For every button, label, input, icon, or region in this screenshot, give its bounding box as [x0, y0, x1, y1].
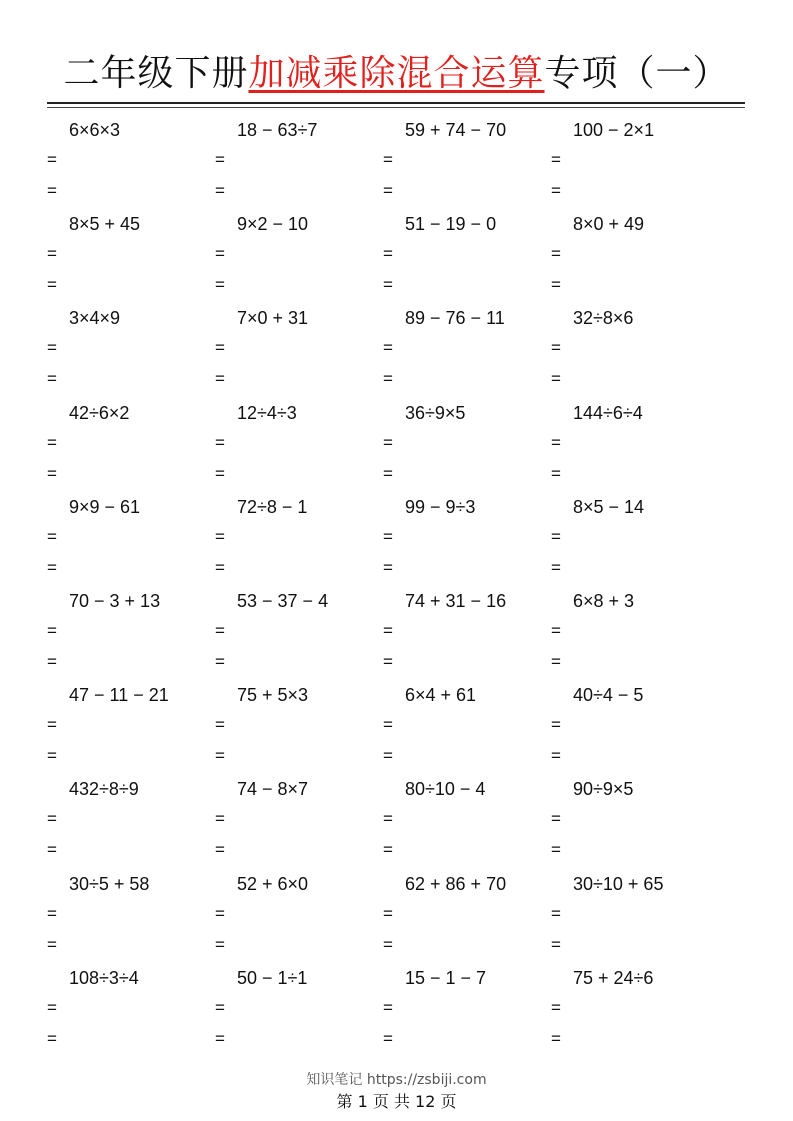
exercise-item — [383, 397, 551, 491]
answer-line-2[interactable]: = — [551, 463, 561, 483]
exercise-item — [383, 962, 551, 1056]
answer-line-1[interactable]: = — [551, 338, 561, 358]
exercise-row — [0, 773, 793, 867]
exercise-expression: 15 − 1 − 7 — [405, 967, 487, 988]
exercise-item — [383, 679, 551, 773]
answer-line-2[interactable]: = — [47, 840, 57, 860]
exercise-expression: 74 − 8×7 — [237, 779, 309, 800]
exercise-item — [47, 491, 215, 585]
answer-line-1[interactable]: = — [383, 150, 393, 169]
answer-line-1[interactable]: = — [551, 903, 561, 923]
answer-line-1[interactable]: = — [215, 715, 225, 735]
answer-line-1[interactable]: = — [47, 526, 57, 546]
exercise-expression: 8×5 − 14 — [573, 496, 645, 517]
exercise-row — [0, 397, 793, 491]
answer-line-2[interactable]: = — [47, 275, 57, 295]
exercise-item — [215, 491, 383, 585]
answer-line-1[interactable]: = — [551, 526, 561, 546]
answer-line-1[interactable]: = — [551, 715, 561, 735]
exercise-item — [47, 114, 215, 208]
exercise-expression: 51 − 19 − 0 — [405, 214, 497, 235]
exercise-expression: 8×0 + 49 — [573, 214, 645, 235]
exercise-expression: 144÷6÷4 — [573, 402, 643, 423]
answer-line-1[interactable]: = — [383, 244, 393, 264]
exercise-item — [47, 679, 215, 773]
exercise-expression: 6×8 + 3 — [573, 590, 635, 611]
answer-line-1[interactable]: = — [383, 997, 393, 1017]
answer-line-2[interactable]: = — [551, 275, 561, 295]
exercise-item — [551, 962, 719, 1056]
exercise-item — [383, 773, 551, 867]
exercise-expression: 72÷8 − 1 — [237, 496, 308, 517]
exercise-item — [215, 397, 383, 491]
answer-line-1[interactable]: = — [215, 432, 225, 452]
answer-line-1[interactable]: = — [215, 997, 225, 1017]
answer-line-1[interactable]: = — [551, 150, 561, 169]
answer-line-1[interactable]: = — [47, 715, 57, 735]
exercise-expression: 32÷8×6 — [573, 308, 634, 329]
answer-line-2[interactable]: = — [551, 369, 561, 389]
answer-line-1[interactable]: = — [551, 432, 561, 452]
answer-line-1[interactable]: = — [215, 809, 225, 829]
answer-line-2[interactable]: = — [383, 463, 393, 483]
exercise-expression: 52 + 6×0 — [237, 873, 309, 894]
exercise-item — [551, 679, 719, 773]
answer-line-2[interactable]: = — [551, 651, 561, 671]
answer-line-2[interactable]: = — [47, 463, 57, 483]
answer-line-2[interactable]: = — [47, 181, 57, 200]
answer-line-1[interactable]: = — [215, 903, 225, 923]
exercise-expression: 18 − 63÷7 — [237, 120, 318, 140]
answer-line-1[interactable]: = — [551, 809, 561, 829]
answer-line-2[interactable]: = — [47, 557, 57, 577]
exercise-expression: 75 + 24÷6 — [573, 967, 654, 988]
exercise-expression: 7×0 + 31 — [237, 308, 309, 329]
exercise-item — [47, 585, 215, 679]
exercise-item — [383, 302, 551, 396]
exercise-item — [551, 491, 719, 585]
exercise-item — [215, 962, 383, 1056]
answer-line-1[interactable]: = — [47, 338, 57, 358]
title-prefix: 二年级下册 — [63, 53, 249, 94]
exercise-item — [551, 585, 719, 679]
answer-line-2[interactable]: = — [215, 840, 225, 860]
exercise-expression: 59 + 74 − 70 — [405, 120, 507, 140]
exercise-expression: 100 − 2×1 — [573, 120, 655, 140]
answer-line-1[interactable]: = — [215, 338, 225, 358]
answer-line-2[interactable]: = — [215, 651, 225, 671]
answer-line-1[interactable]: = — [383, 432, 393, 452]
exercise-item — [215, 679, 383, 773]
exercise-item — [47, 208, 215, 302]
answer-line-2[interactable]: = — [383, 934, 393, 954]
answer-line-1[interactable]: = — [47, 903, 57, 923]
answer-line-2[interactable]: = — [551, 557, 561, 577]
exercise-item — [215, 868, 383, 962]
exercise-row — [0, 585, 793, 679]
exercise-item — [383, 114, 551, 208]
answer-line-2[interactable]: = — [383, 181, 393, 200]
exercise-row — [0, 868, 793, 962]
title-rule-thin — [47, 107, 745, 108]
answer-line-2[interactable]: = — [215, 1028, 225, 1048]
exercise-item — [383, 868, 551, 962]
answer-line-1[interactable]: = — [383, 809, 393, 829]
answer-line-2[interactable]: = — [215, 934, 225, 954]
answer-line-2[interactable]: = — [47, 369, 57, 389]
answer-line-2[interactable]: = — [383, 651, 393, 671]
exercise-expression: 40÷4 − 5 — [573, 685, 644, 706]
exercise-expression: 30÷5 + 58 — [69, 873, 150, 894]
answer-line-2[interactable]: = — [551, 1028, 561, 1048]
exercise-row — [0, 114, 793, 208]
exercise-item — [47, 302, 215, 396]
answer-line-2[interactable]: = — [551, 840, 561, 860]
exercise-item — [47, 397, 215, 491]
footer-site: 知识笔记 https://zsbiji.com — [306, 1072, 487, 1088]
answer-line-1[interactable]: = — [47, 620, 57, 640]
exercise-expression: 89 − 76 − 11 — [405, 308, 505, 329]
exercise-item — [551, 208, 719, 302]
exercise-expression: 42÷6×2 — [69, 402, 130, 423]
answer-line-1[interactable]: = — [551, 997, 561, 1017]
exercise-item — [215, 208, 383, 302]
exercise-item — [47, 962, 215, 1056]
answer-line-1[interactable]: = — [215, 150, 225, 169]
exercise-item — [551, 114, 719, 208]
answer-line-2[interactable]: = — [383, 369, 393, 389]
exercise-row — [0, 679, 793, 773]
exercise-expression: 6×4 + 61 — [405, 685, 477, 706]
answer-line-1[interactable]: = — [551, 244, 561, 264]
title-highlight: 加减乘除混合运算 — [248, 53, 545, 94]
answer-line-1[interactable]: = — [47, 997, 57, 1017]
answer-line-1[interactable]: = — [47, 432, 57, 452]
answer-line-2[interactable]: = — [215, 557, 225, 577]
exercise-expression: 90÷9×5 — [573, 779, 634, 800]
answer-line-2[interactable]: = — [551, 934, 561, 954]
exercise-expression: 9×2 − 10 — [237, 214, 309, 235]
exercise-grid — [0, 114, 793, 1056]
answer-line-2[interactable]: = — [383, 840, 393, 860]
exercise-item — [551, 397, 719, 491]
exercise-row — [0, 208, 793, 302]
exercise-item — [215, 114, 383, 208]
answer-line-2[interactable]: = — [215, 275, 225, 295]
answer-line-1[interactable]: = — [383, 620, 393, 640]
exercise-item — [215, 302, 383, 396]
answer-line-1[interactable]: = — [383, 903, 393, 923]
exercise-item — [47, 868, 215, 962]
page-title — [0, 48, 793, 100]
exercise-expression: 75 + 5×3 — [237, 685, 309, 706]
exercise-expression: 62 + 86 + 70 — [405, 873, 507, 894]
answer-line-2[interactable]: = — [383, 557, 393, 577]
answer-line-2[interactable]: = — [47, 746, 57, 766]
exercise-expression: 432÷8÷9 — [69, 779, 139, 800]
exercise-item — [551, 773, 719, 867]
answer-line-1[interactable]: = — [47, 150, 57, 169]
exercise-expression: 74 + 31 − 16 — [405, 590, 507, 611]
footer-page-number: 第 1 页 共 12 页 — [336, 1092, 457, 1111]
answer-line-1[interactable]: = — [47, 809, 57, 829]
answer-line-2[interactable]: = — [215, 463, 225, 483]
answer-line-2[interactable]: = — [551, 746, 561, 766]
title-rule-thick — [47, 102, 745, 104]
exercise-expression: 99 − 9÷3 — [405, 496, 476, 517]
answer-line-2[interactable]: = — [47, 651, 57, 671]
exercise-expression: 9×9 − 61 — [69, 496, 141, 517]
answer-line-1[interactable]: = — [551, 620, 561, 640]
exercise-expression: 53 − 37 − 4 — [237, 590, 329, 611]
exercise-row — [0, 302, 793, 396]
answer-line-2[interactable]: = — [383, 1028, 393, 1048]
exercise-expression: 8×5 + 45 — [69, 214, 141, 235]
answer-line-2[interactable]: = — [215, 369, 225, 389]
answer-line-1[interactable]: = — [215, 244, 225, 264]
exercise-item — [551, 302, 719, 396]
answer-line-1[interactable]: = — [47, 244, 57, 264]
exercise-expression: 12÷4÷3 — [237, 402, 297, 423]
answer-line-1[interactable]: = — [215, 526, 225, 546]
answer-line-1[interactable]: = — [383, 526, 393, 546]
exercise-item — [47, 773, 215, 867]
title-suffix: 专项（一） — [544, 53, 730, 94]
answer-line-2[interactable]: = — [47, 1028, 57, 1048]
answer-line-2[interactable]: = — [551, 181, 561, 200]
exercise-expression: 50 − 1÷1 — [237, 967, 308, 988]
exercise-row — [0, 962, 793, 1056]
exercise-expression: 30÷10 + 65 — [573, 873, 664, 894]
answer-line-1[interactable]: = — [215, 620, 225, 640]
exercise-expression: 3×4×9 — [69, 308, 121, 329]
exercise-expression: 47 − 11 − 21 — [69, 685, 169, 706]
exercise-expression: 36÷9×5 — [405, 402, 466, 423]
answer-line-1[interactable]: = — [383, 715, 393, 735]
answer-line-2[interactable]: = — [215, 746, 225, 766]
answer-line-2[interactable]: = — [383, 275, 393, 295]
exercise-expression: 70 − 3 + 13 — [69, 590, 161, 611]
answer-line-2[interactable]: = — [47, 934, 57, 954]
exercise-item — [383, 491, 551, 585]
exercise-row — [0, 491, 793, 585]
exercise-item — [551, 868, 719, 962]
exercise-item — [215, 585, 383, 679]
exercise-item — [383, 585, 551, 679]
answer-line-2[interactable]: = — [215, 181, 225, 200]
exercise-item — [383, 208, 551, 302]
answer-line-2[interactable]: = — [383, 746, 393, 766]
exercise-expression: 108÷3÷4 — [69, 967, 139, 988]
exercise-expression: 80÷10 − 4 — [405, 779, 486, 800]
exercise-expression: 6×6×3 — [69, 120, 121, 140]
answer-line-1[interactable]: = — [383, 338, 393, 358]
exercise-item — [215, 773, 383, 867]
